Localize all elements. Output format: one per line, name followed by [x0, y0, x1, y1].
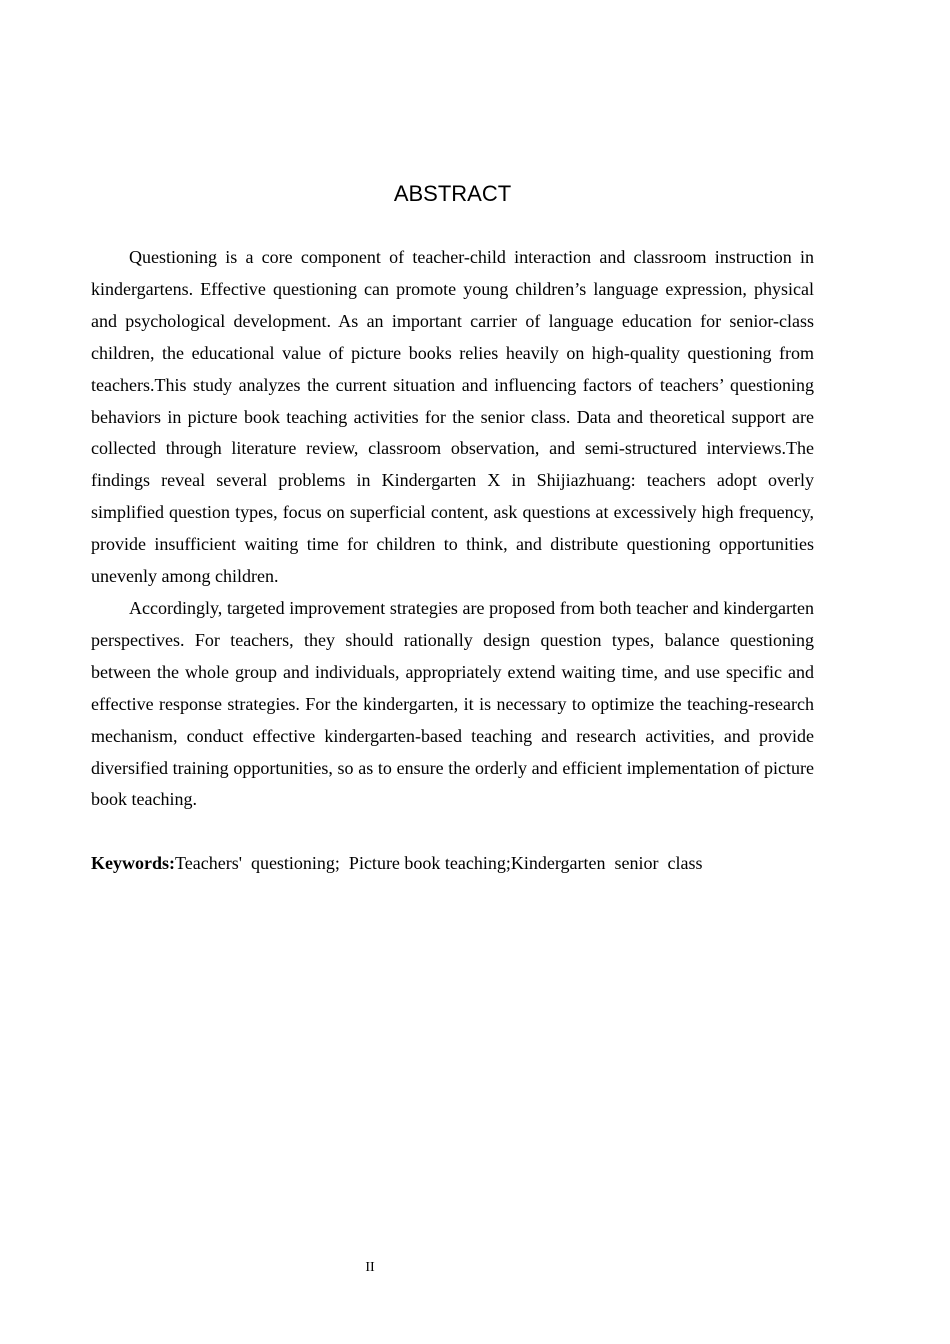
- keywords-text: Teachers' questioning; Picture book teaching;Kindergarten senior class: [175, 853, 703, 873]
- abstract-paragraph-1: Questioning is a core component of teacher-child interaction and classroom instruction in kindergartens. Effective questioning can promote young children’s language expression, physical and psychological development. As an important carrier of language education for senior-class children, the educational value of picture books relies heavily on high-quality questioning from teachers.This study analyzes the current situation and influencing factors of teachers’ questioning behaviors in picture book teaching activities for the senior class. Data and theoretical support are collected through literature review, classroom observation, and semi-structured interviews.The findings reveal several problems in Kindergarten X in Shijiazhuang: teachers adopt overly simplified question types, focus on superficial content, ask questions at excessively high frequency, provide insufficient waiting time for children to think, and distribute questioning opportunities unevenly among children.: [91, 247, 814, 587]
- keywords-line: [91, 848, 814, 880]
- abstract-body: [91, 242, 814, 816]
- abstract-title: ABSTRACT: [393, 181, 512, 206]
- abstract-paragraph-2: Accordingly, targeted improvement strategies are proposed from both teacher and kindergarten perspectives. For teachers, they should rationally design question types, balance questioning between the whole group and individuals, appropriately extend waiting time, and use specific and effective response strategies. For the kindergarten, it is necessary to optimize the teaching-research mechanism, conduct effective kindergarten-based teaching and research activities, and provide diversified training opportunities, so as to ensure the orderly and efficient implementation of picture book teaching.: [91, 597, 814, 810]
- page-number: II: [365, 1260, 375, 1275]
- keywords-label: Keywords:: [91, 853, 175, 873]
